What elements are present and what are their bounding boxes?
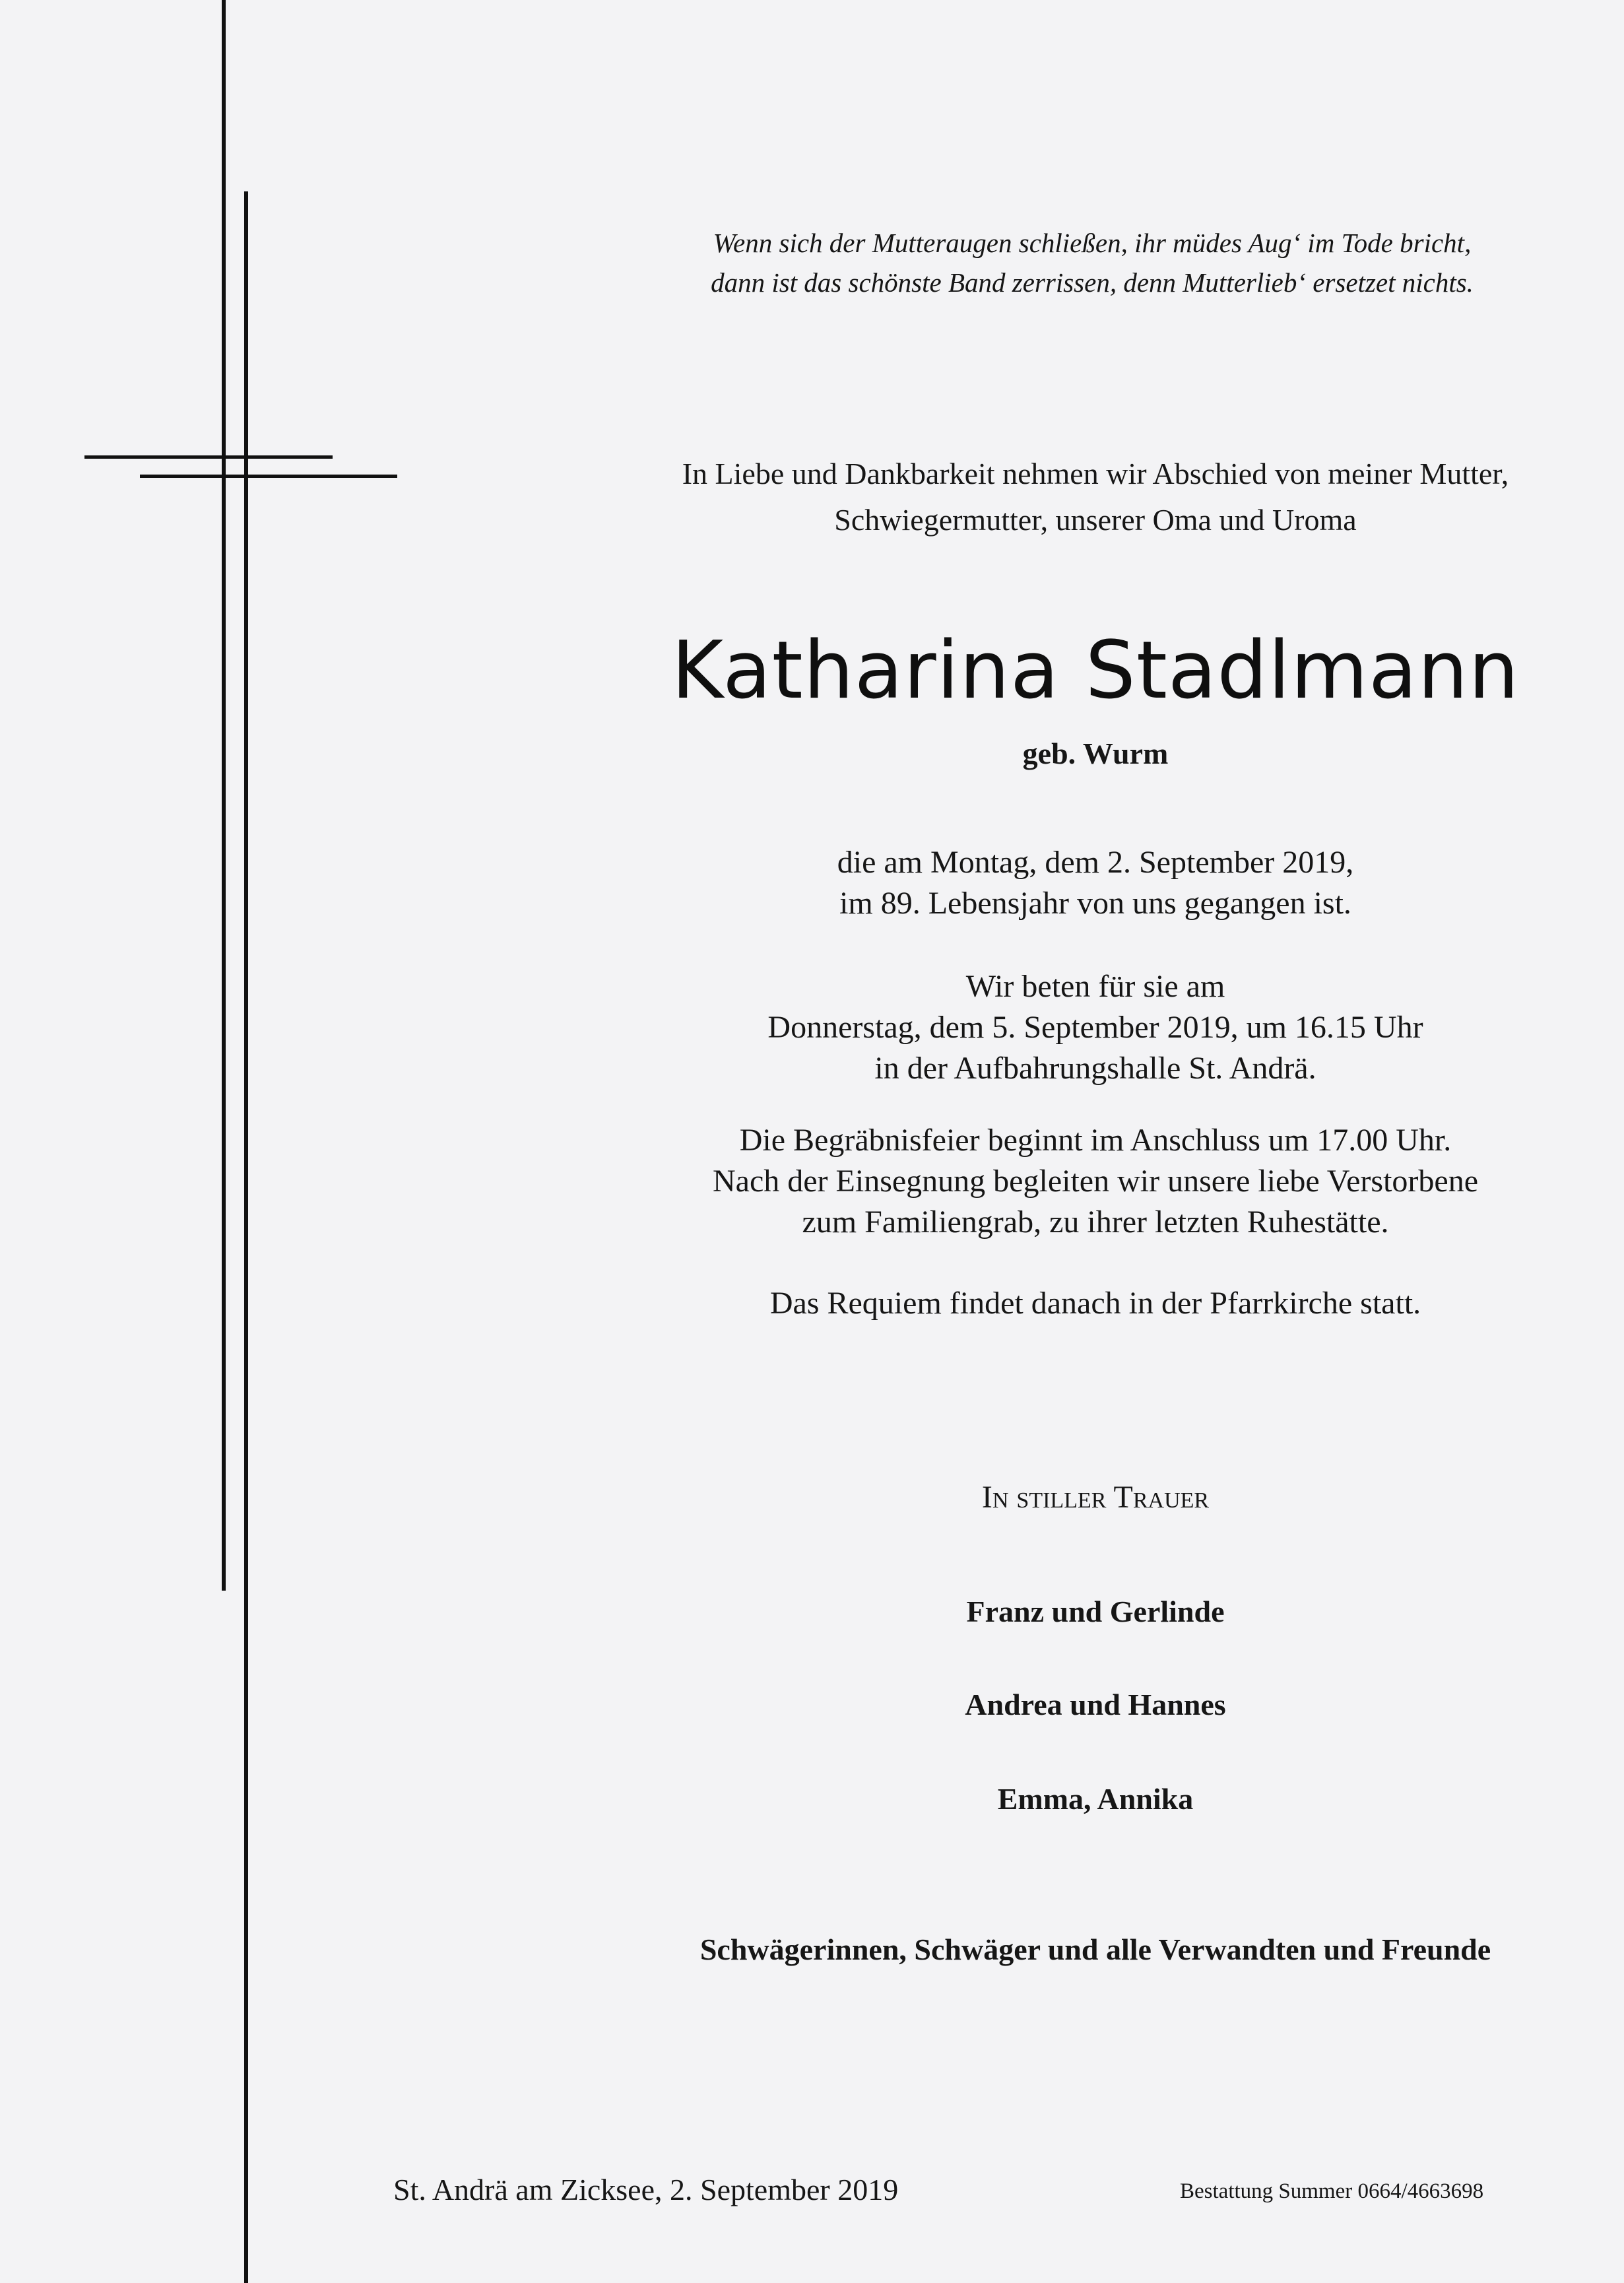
death-line-1: die am Montag, dem 2. September 2019, [837,845,1354,880]
mourner-name: Schwägerinnen, Schwäger und alle Verwandten und Freunde [699,1933,1491,1966]
death-line-2: im 89. Lebensjahr von uns gegangen ist. [839,886,1351,921]
farewell-intro [436,451,1624,543]
funeral-line-2: Nach der Einsegnung begleiten wir unsere liebe Verstorbene [712,1164,1479,1199]
funeral-line-1: Die Begräbnisfeier beginnt im Anschluss um 17.00 Uhr. [739,1123,1452,1158]
poem-line-1: Wenn sich der Mutteraugen schließen, ihr müdes Aug‘ im Tode bricht, [713,228,1472,258]
prayer-notice [436,966,1624,1089]
mourning-heading: In stiller Trauer [981,1480,1210,1515]
requiem-notice: Das Requiem findet danach in der Pfarrkirche statt. [769,1286,1421,1321]
death-notice [436,842,1624,924]
cross-vertical-left [222,0,226,1591]
memorial-poem [436,223,1624,302]
poem-line-2: dann ist das schönste Band zerrissen, denn Mutterlieb‘ ersetzet nichts. [711,267,1474,298]
funeral-line-3: zum Familiengrab, zu ihrer letzten Ruhestätte. [802,1205,1389,1240]
cross-horizontal-lower [140,475,397,478]
cross-vertical-right [244,191,248,2283]
undertaker-contact: Bestattung Summer 0664/4663698 [1180,2179,1484,2203]
place-and-date: St. Andrä am Zicksee, 2. September 2019 [393,2173,899,2206]
prayer-line-1: Wir beten für sie am [965,969,1225,1004]
mourner-name: Andrea und Hannes [965,1688,1226,1721]
deceased-name: Katharina Stadlmann [671,625,1520,717]
intro-line-2: Schwiegermutter, unserer Oma und Uroma [834,503,1357,537]
prayer-line-3: in der Aufbahrungshalle St. Andrä. [874,1051,1316,1086]
mourner-name: Franz und Gerlinde [966,1595,1225,1628]
prayer-line-2: Donnerstag, dem 5. September 2019, um 16.15 Uhr [767,1010,1423,1045]
maiden-name: geb. Wurm [1022,737,1169,770]
mourner-name: Emma, Annika [997,1782,1194,1816]
funeral-notice [436,1120,1624,1243]
intro-line-1: In Liebe und Dankbarkeit nehmen wir Abschied von meiner Mutter, [682,457,1509,490]
cross-horizontal-upper [84,455,333,459]
